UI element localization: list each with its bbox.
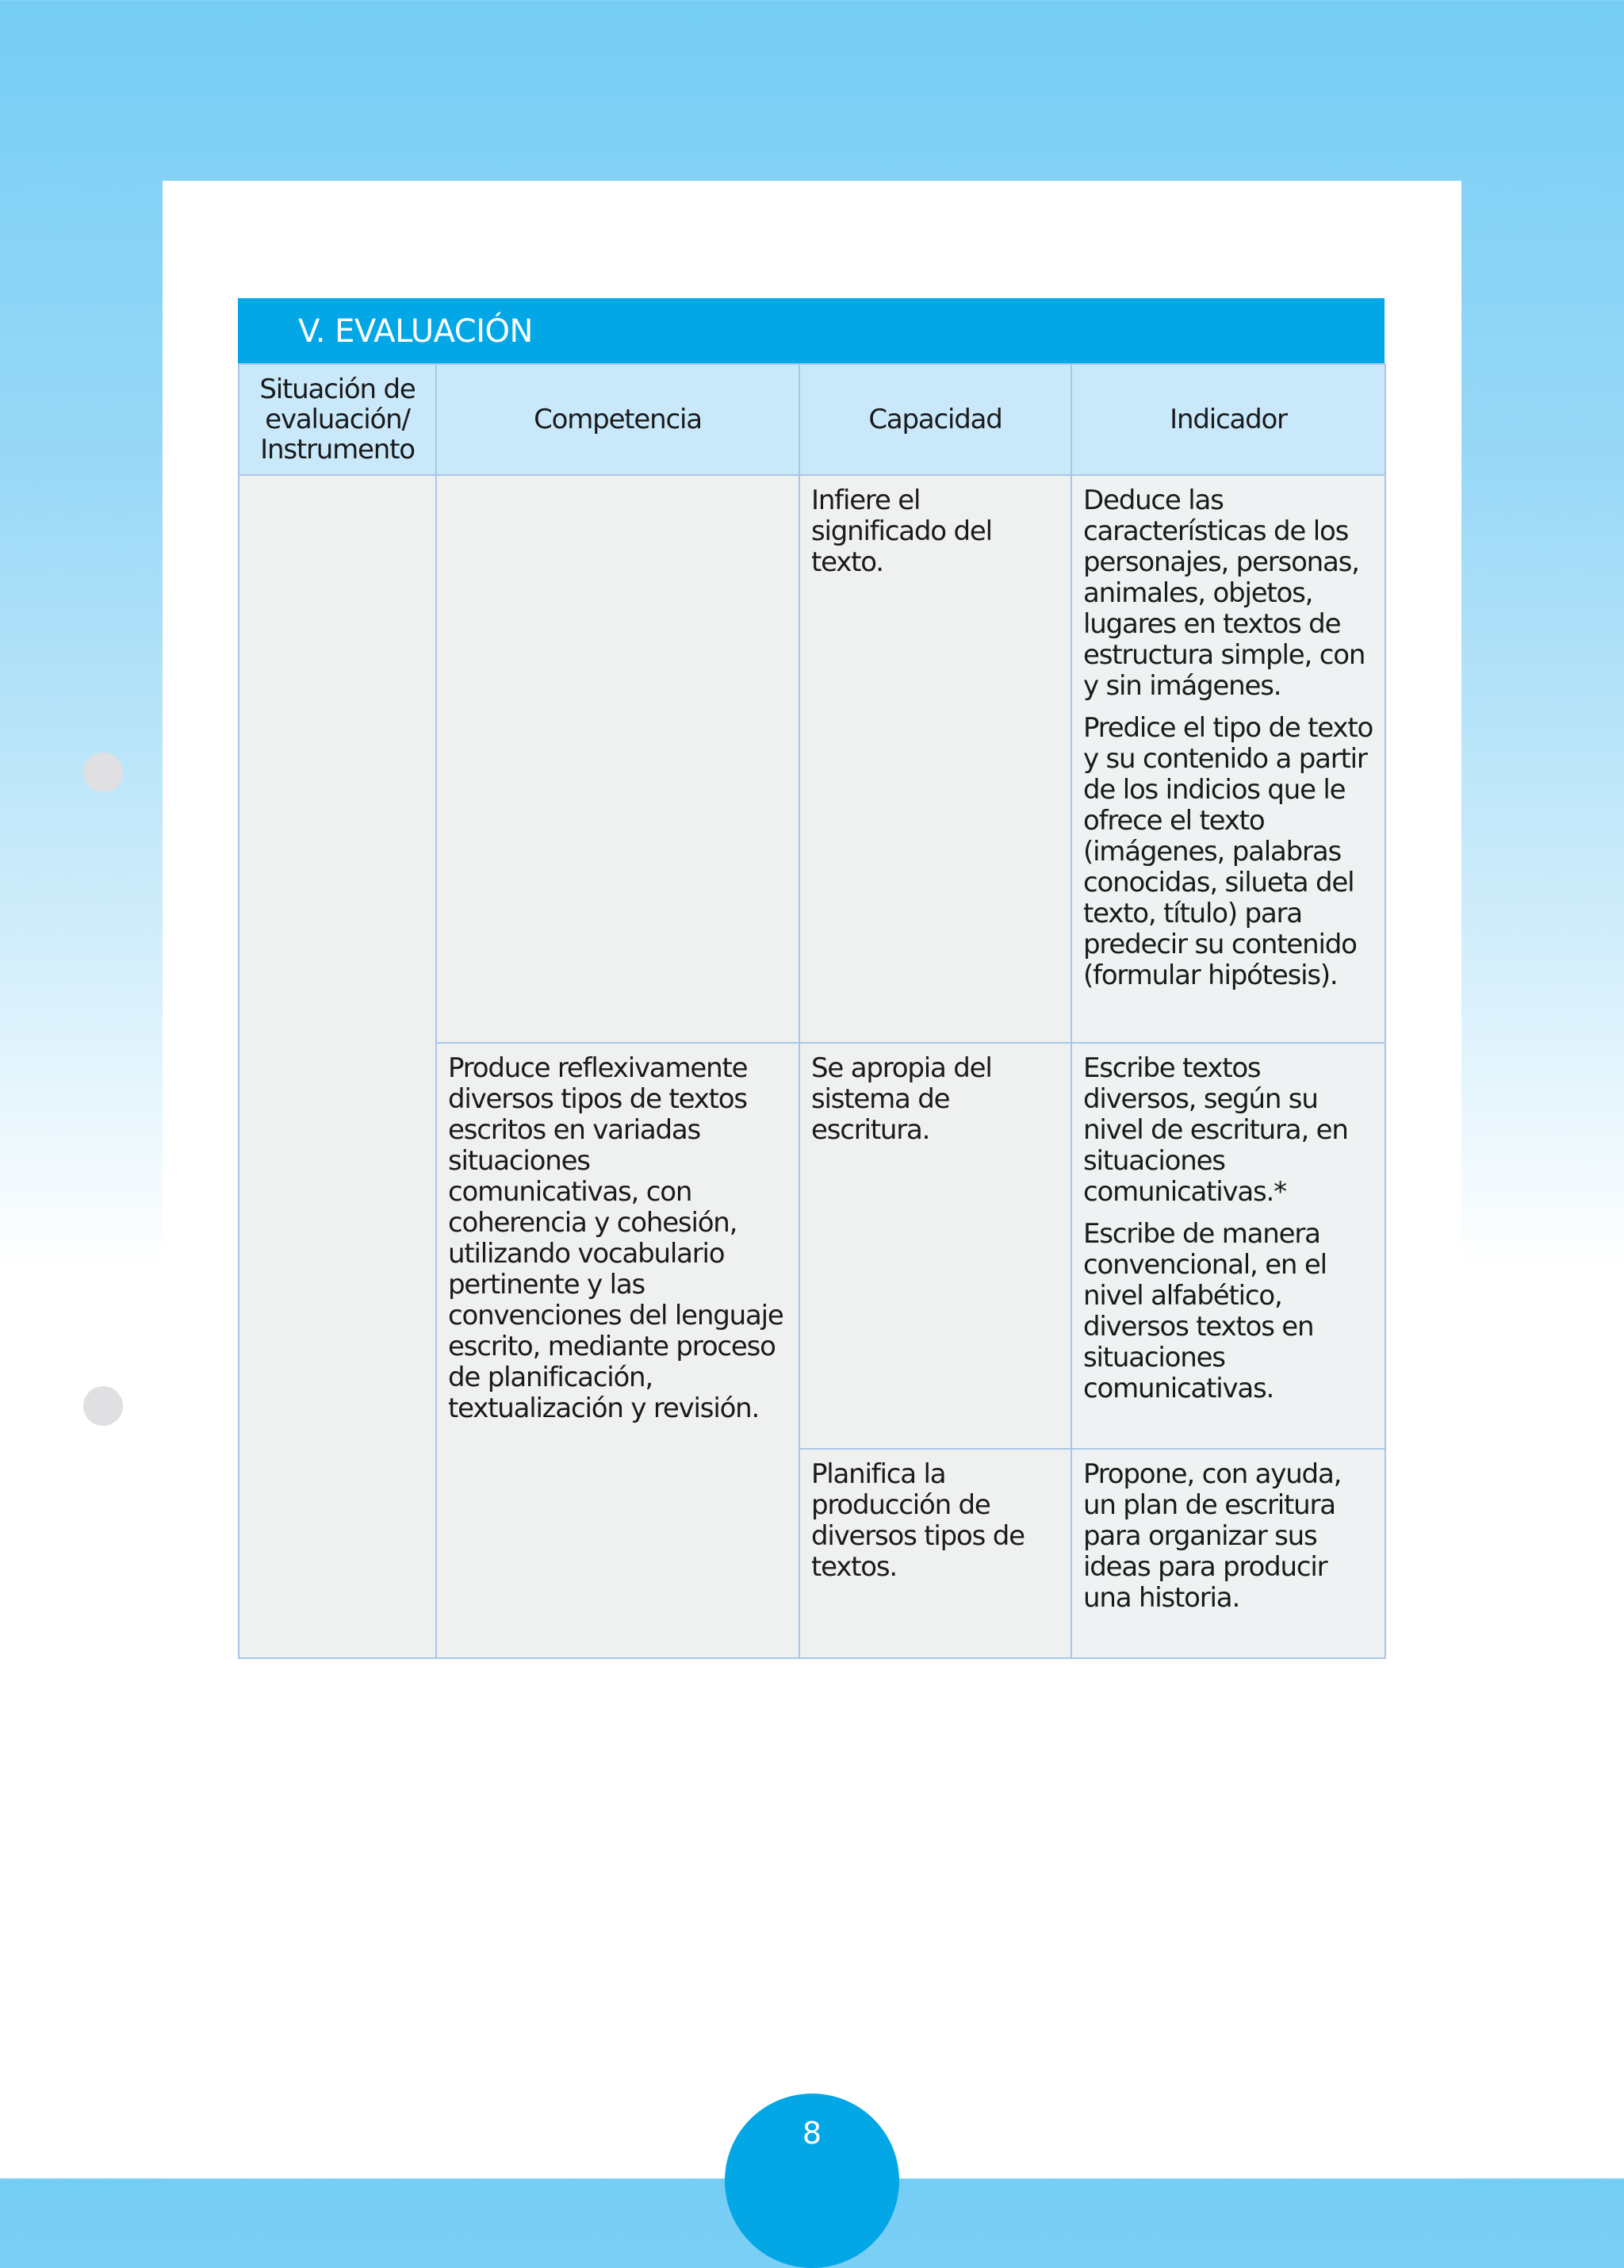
- indicador-item: Deduce las características de los personajes, personas, animales, objetos, lugares en textos de estructura simple, con y sin imágenes.: [1083, 485, 1365, 702]
- header-situacion: Situación de evaluación/ Instrumento: [239, 364, 436, 475]
- cell-indicador: [1071, 1449, 1385, 1658]
- page-number: 8: [802, 2116, 822, 2151]
- binder-hole-bottom: [83, 1386, 123, 1426]
- cell-competencia-empty: [436, 475, 799, 1043]
- page-number-badge: [725, 2094, 899, 2268]
- indicador-item: Escribe textos diversos, según su nivel de escritura, en situaciones comunicativas.*: [1083, 1052, 1348, 1208]
- header-indicador: Indicador: [1071, 364, 1385, 475]
- cell-competencia: Produce reflexivamente diversos tipos de textos escritos en variadas situaciones comunicativas, con coherencia y cohesión, utilizando vocabulario pertinente y las convenciones del lenguaje escrito, mediante proceso de planificación, textualización y revisión.: [436, 1043, 799, 1658]
- cell-capacidad: Planifica la producción de diversos tipos de textos.: [799, 1449, 1071, 1658]
- indicador-item: Escribe de manera convencional, en el nivel alfabético, diversos textos en situaciones comunicativas.: [1083, 1218, 1327, 1404]
- cell-capacidad: Infiere el significado del texto.: [799, 475, 1071, 1043]
- section-title: V. EVALUACIÓN: [298, 313, 533, 350]
- evaluation-table: [238, 363, 1386, 1659]
- cell-indicador: [1071, 475, 1385, 1043]
- cell-indicador: [1071, 1043, 1385, 1449]
- section-header-bar: [238, 298, 1385, 363]
- indicador-item: Predice el tipo de texto y su contenido a partir de los indicios que le ofrece el texto (imágenes, palabras conocidas, silueta del texto, título) para predecir su contenido (formular hipótesis).: [1083, 712, 1373, 991]
- table-row: [239, 475, 1385, 1043]
- header-capacidad: Capacidad: [799, 364, 1071, 475]
- table-header-row: [239, 364, 1385, 475]
- cell-capacidad: Se apropia del sistema de escritura.: [799, 1043, 1071, 1449]
- cell-situacion: [239, 475, 436, 1658]
- header-competencia: Competencia: [436, 364, 799, 475]
- binder-hole-top: [83, 753, 123, 792]
- indicador-item: Propone, con ayuda, un plan de escritura para organizar sus ideas para producir una historia.: [1083, 1458, 1342, 1614]
